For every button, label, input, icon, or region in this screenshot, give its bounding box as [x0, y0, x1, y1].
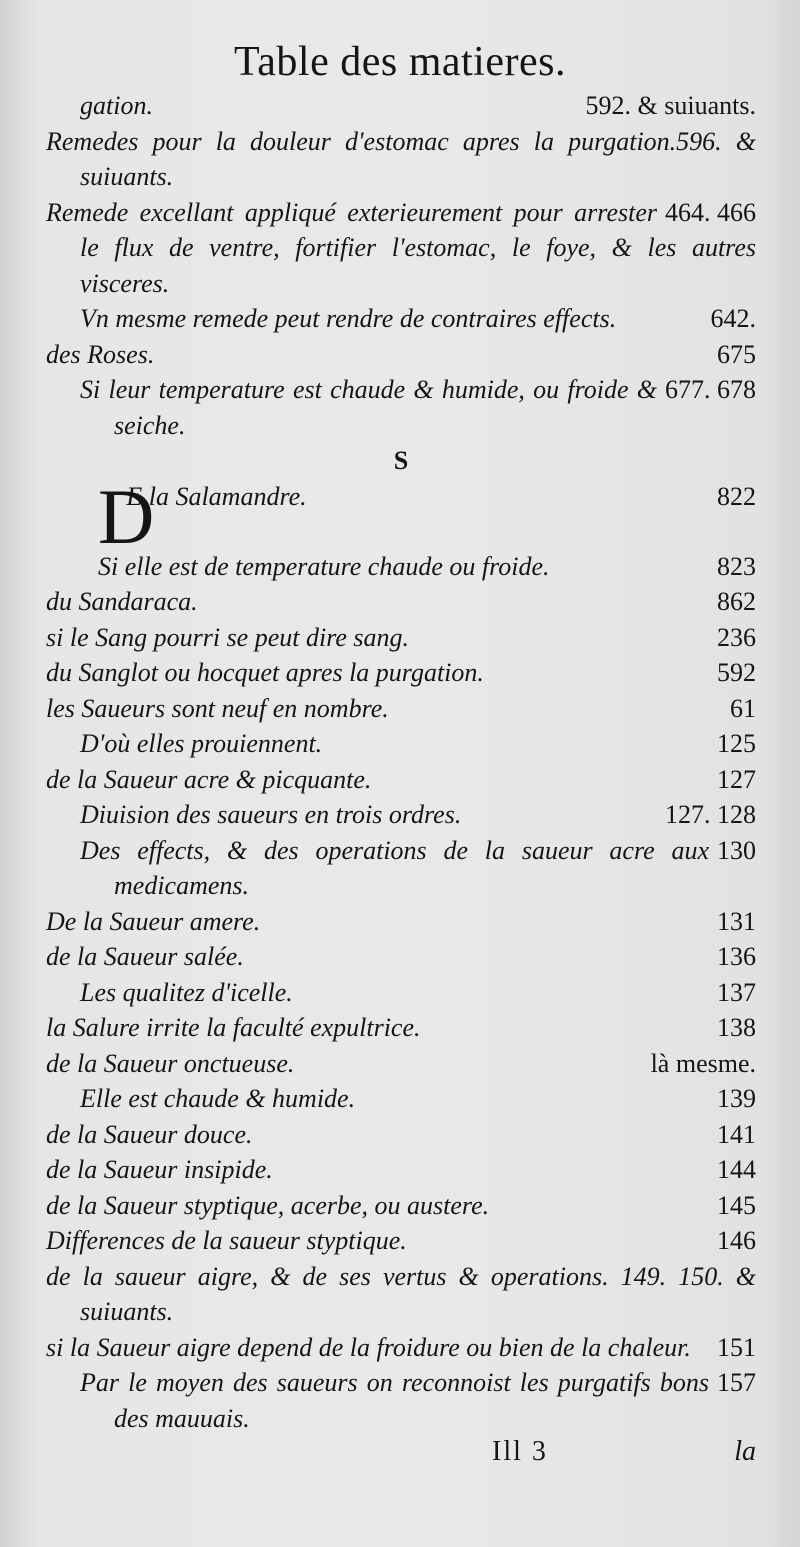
index-entry: [46, 1365, 756, 1436]
entry-page: 144: [717, 1155, 756, 1184]
index-entry: [46, 762, 756, 798]
catchword: la: [734, 1436, 756, 1467]
index-entry: [46, 975, 756, 1011]
index-entry: [46, 372, 756, 443]
entry-text: du Sanglot ou hocquet apres la purgation.: [46, 658, 484, 687]
entries-before: [46, 88, 756, 443]
index-entry: [46, 620, 756, 656]
entry-text: du Sandaraca.: [46, 587, 198, 616]
entry-text: E la Salamandre.: [126, 481, 307, 511]
section-letter: S: [393, 446, 409, 475]
entry-text: de la Saueur insipide.: [46, 1155, 273, 1184]
entry-text: Si elle est de temperature chaude ou froide.: [98, 551, 550, 581]
entry-page: 464. 466: [665, 197, 756, 227]
entry-page: 145: [717, 1190, 756, 1220]
entry-text: Des effects, & des operations de la saueur acre aux medicamens.: [80, 835, 709, 900]
index-entry: [46, 1046, 756, 1082]
index-entry: [46, 691, 756, 727]
entry-page: 151: [717, 1332, 756, 1362]
index-entries: [46, 88, 756, 1436]
signature-mark: Ill 3: [492, 1436, 548, 1467]
index-entry: [46, 584, 756, 620]
entry-text: les Saueurs sont neuf en nombre.: [46, 693, 389, 723]
entry-text: Diuision des saueurs en trois ordres.: [80, 800, 462, 829]
entry-page: 138: [717, 1013, 756, 1042]
entry-page: 822: [717, 481, 756, 511]
entry-text: si la Saueur aigre depend de la froidure ou bien de la chaleur.: [46, 1332, 691, 1362]
entry-page: 141: [717, 1119, 756, 1149]
entry-page: 146: [717, 1226, 756, 1255]
entry-text: Differences de la saueur styptique.: [46, 1226, 407, 1255]
entry-text: de la Saueur styptique, acerbe, ou austere.: [46, 1190, 490, 1220]
entry-text: D'où elles prouiennent.: [80, 729, 323, 758]
entry-text: si le Sang pourri se peut dire sang.: [46, 622, 410, 652]
entry-page: 131: [717, 906, 756, 936]
index-entry: [46, 1223, 756, 1259]
entry-page: 592. & suiuants.: [585, 91, 756, 120]
entry-text: des Roses.: [46, 339, 155, 369]
index-entry: [46, 549, 756, 585]
entries-after: [46, 549, 756, 1437]
index-entry: [46, 797, 756, 833]
entry-page: 136: [717, 942, 756, 971]
entry-text: Remedes pour la douleur d'estomac apres la purgation.596. & suiuants.: [46, 126, 756, 191]
entry-text: Les qualitez d'icelle.: [80, 977, 293, 1007]
index-entry: [46, 1010, 756, 1046]
entry-page: 127. 128: [665, 800, 756, 829]
entry-page: 127: [717, 764, 756, 794]
index-entry: [46, 88, 756, 124]
entry-text: de la Saueur acre & picquante.: [46, 764, 372, 794]
entry-page: 61: [730, 693, 756, 723]
entry-page: 642.: [710, 304, 756, 333]
entry-page: 125: [717, 729, 756, 758]
index-entry: [46, 1117, 756, 1153]
entry-page: 823: [717, 551, 756, 581]
entry-page: 677. 678: [665, 375, 756, 404]
entry-page: 130: [717, 835, 756, 865]
entry-text: De la Saueur amere.: [46, 906, 261, 936]
index-entry: [46, 1188, 756, 1224]
index-entry: [46, 1081, 756, 1117]
index-entry: [46, 655, 756, 691]
index-entry: [46, 904, 756, 940]
entry-text: Vn mesme remede peut rendre de contraires effects.: [80, 304, 617, 333]
index-entry: [46, 195, 756, 302]
entry-text: Elle est chaude & humide.: [80, 1084, 356, 1113]
entry-page: 592: [717, 658, 756, 687]
entry-text: de la Saueur onctueuse.: [46, 1048, 295, 1078]
entry-text: Si leur temperature est chaude & humide, ou froide & seiche.: [80, 375, 657, 440]
index-entry: [46, 939, 756, 975]
entry-text: Par le moyen des saueurs on reconnoist les purgatifs bons des mauuais.: [80, 1368, 709, 1433]
entry-page: 139: [717, 1084, 756, 1113]
index-entry: [46, 124, 756, 195]
entry-text: de la Saueur salée.: [46, 942, 244, 971]
index-entry: [46, 1152, 756, 1188]
entry-text: Remede excellant appliqué exterieurement pour arrester le flux de ventre, fortifier l'estomac, le foye, & les autres visceres.: [46, 197, 756, 298]
entry-page: 137: [717, 977, 756, 1007]
entry-page: 236: [717, 622, 756, 652]
entry-text: de la Saueur douce.: [46, 1119, 253, 1149]
entry-page: là mesme.: [650, 1048, 756, 1078]
entry-text: de la saueur aigre, & de ses vertus & operations. 149. 150. & suiuants.: [46, 1261, 756, 1326]
entry-text: gation.: [80, 91, 153, 120]
index-entry: [46, 1330, 756, 1366]
index-entry: [46, 337, 756, 373]
entry-page: 862: [717, 587, 756, 616]
index-entry: [46, 301, 756, 337]
index-entry: [46, 726, 756, 762]
entry-page: 157: [717, 1368, 756, 1397]
index-entry: [46, 833, 756, 904]
index-entry: [46, 1259, 756, 1330]
drop-cap: D: [98, 472, 155, 560]
entry-text: la Salure irrite la faculté expultrice.: [46, 1013, 421, 1042]
entry-page: 675: [717, 339, 756, 369]
index-entry-first: [46, 472, 756, 560]
page-title: Table des matieres.: [234, 39, 566, 85]
page-footer: [0, 1436, 800, 1476]
